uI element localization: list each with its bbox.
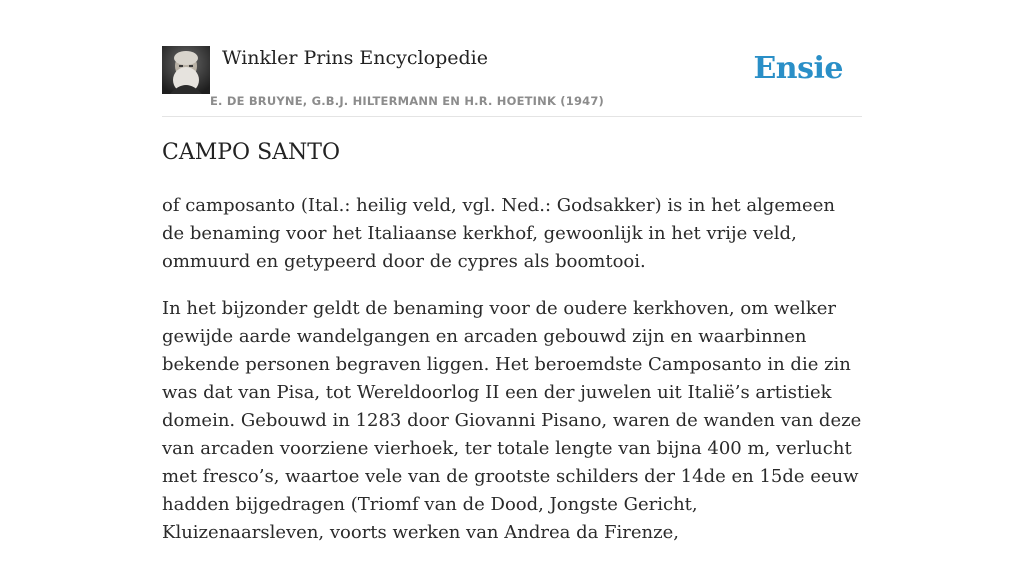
article-paragraph: In het bijzonder geldt de benaming voor de oudere kerkhoven, om welker gewijde aarde wandelgangen en arcaden gebouwd zijn en waarbinnen bekende personen begraven liggen. Het beroemdste Camposanto in die zin was dat van Pisa, tot Wereldoorlog II een der juwelen uit Italië’s artistiek domein. Gebouwd in 1283 door Giovanni Pisano, waren de wanden van deze van arcaden voorziene vierhoek, ter totale lengte van bijna 400 m, verlucht met fresco’s, waartoe vele van de grootste schilders der 14de en 15de eeuw hadden bijgedragen (Triomf van de Dood, Jongste Gericht, Kluizenaarsleven, voorts werken van Andrea da Firenze, <box>162 298 862 543</box>
author-portrait-avatar <box>162 46 210 94</box>
portrait-image <box>162 46 210 94</box>
article-paragraph: of camposanto (Ital.: heilig veld, vgl. Ned.: Godsakker) is in het algemeen de benaming voor het Italiaanse kerkhof, gewoonlijk in het vrije veld, ommuurd en getypeerd door de cypres als boomtooi. <box>162 195 835 272</box>
encyclopedia-header <box>162 46 862 117</box>
ensie-logo[interactable]: Ensie <box>753 51 843 86</box>
authors-credit: E. DE BRUYNE, G.B.J. HILTERMANN EN H.R. HOETINK (1947) <box>210 94 605 108</box>
article-body <box>162 192 862 566</box>
article-title: CAMPO SANTO <box>162 140 340 165</box>
site-name[interactable]: Winkler Prins Encyclopedie <box>222 47 488 69</box>
